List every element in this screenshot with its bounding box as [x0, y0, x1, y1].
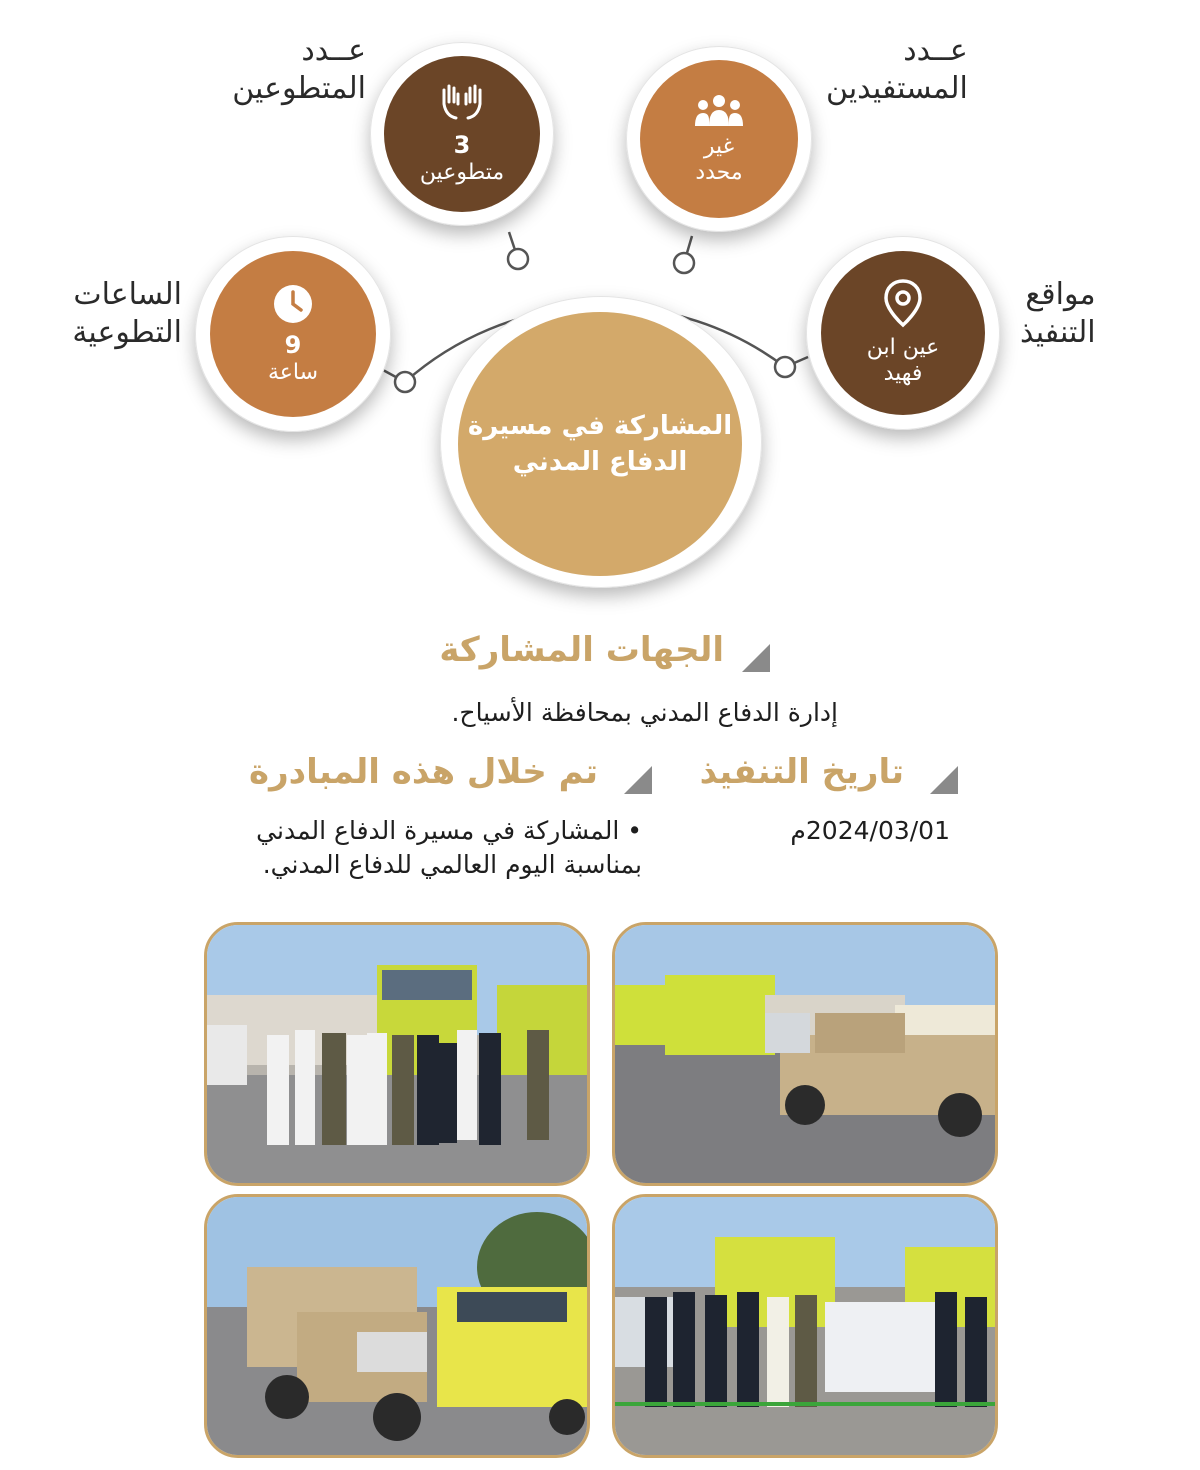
volunteers-circle [384, 56, 540, 212]
outcomes-line1: المشاركة في مسيرة الدفاع المدني [256, 816, 620, 845]
beneficiaries-value-line1: غير [703, 134, 735, 159]
hours-unit: ساعة [267, 360, 319, 385]
locations-value-line2: فهيد [883, 361, 923, 386]
partners-marker [742, 644, 770, 672]
outcomes-marker [624, 766, 652, 794]
hours-value: 9 [284, 331, 302, 359]
volunteers-value: 3 [453, 131, 471, 159]
location-pin-icon [883, 279, 923, 329]
outcomes-line2: بمناسبة اليوم العالمي للدفاع المدني. [262, 850, 642, 879]
partners-heading: الجهات المشاركة [439, 630, 724, 670]
arc-node [508, 249, 528, 269]
arc-node [395, 372, 415, 392]
arc-node [674, 253, 694, 273]
patrol-cars-photo [204, 1194, 590, 1458]
raised-hands-icon [438, 82, 486, 124]
locations-circle [821, 251, 985, 415]
bullet: • [627, 816, 642, 845]
outcomes-text [102, 814, 642, 882]
hours-circle [210, 251, 376, 417]
center-title-line2: الدفاع المدني [512, 447, 688, 477]
center-circle [458, 312, 742, 576]
outcomes-heading: تم خلال هذه المبادرة [249, 752, 598, 792]
hours-label: الساعات التطوعية [72, 277, 182, 350]
beneficiaries-label: عــدد المستفيدين [826, 33, 968, 106]
arc-node [775, 357, 795, 377]
center-title-line1: المشاركة في مسيرة [467, 411, 733, 441]
people-group-icon [693, 92, 745, 128]
partners-text: إدارة الدفاع المدني بمحافظة الأسياح. [451, 698, 838, 727]
locations-value-line1: عين ابن [866, 335, 940, 360]
locations-label: مواقع التنفيذ [1020, 277, 1096, 350]
date-heading: تاريخ التنفيذ [699, 752, 904, 792]
volunteers-unit: متطوعين [419, 160, 505, 185]
volunteers-label: عــدد المتطوعين [232, 33, 366, 106]
group-photo [204, 922, 590, 1186]
vehicles-photo [612, 922, 998, 1186]
clock-icon [271, 282, 315, 326]
date-marker [930, 766, 958, 794]
date-value: 2024/03/01م [790, 816, 950, 845]
firefighters-photo [612, 1194, 998, 1458]
beneficiaries-value-line2: محدد [695, 160, 743, 185]
beneficiaries-circle [640, 60, 798, 218]
